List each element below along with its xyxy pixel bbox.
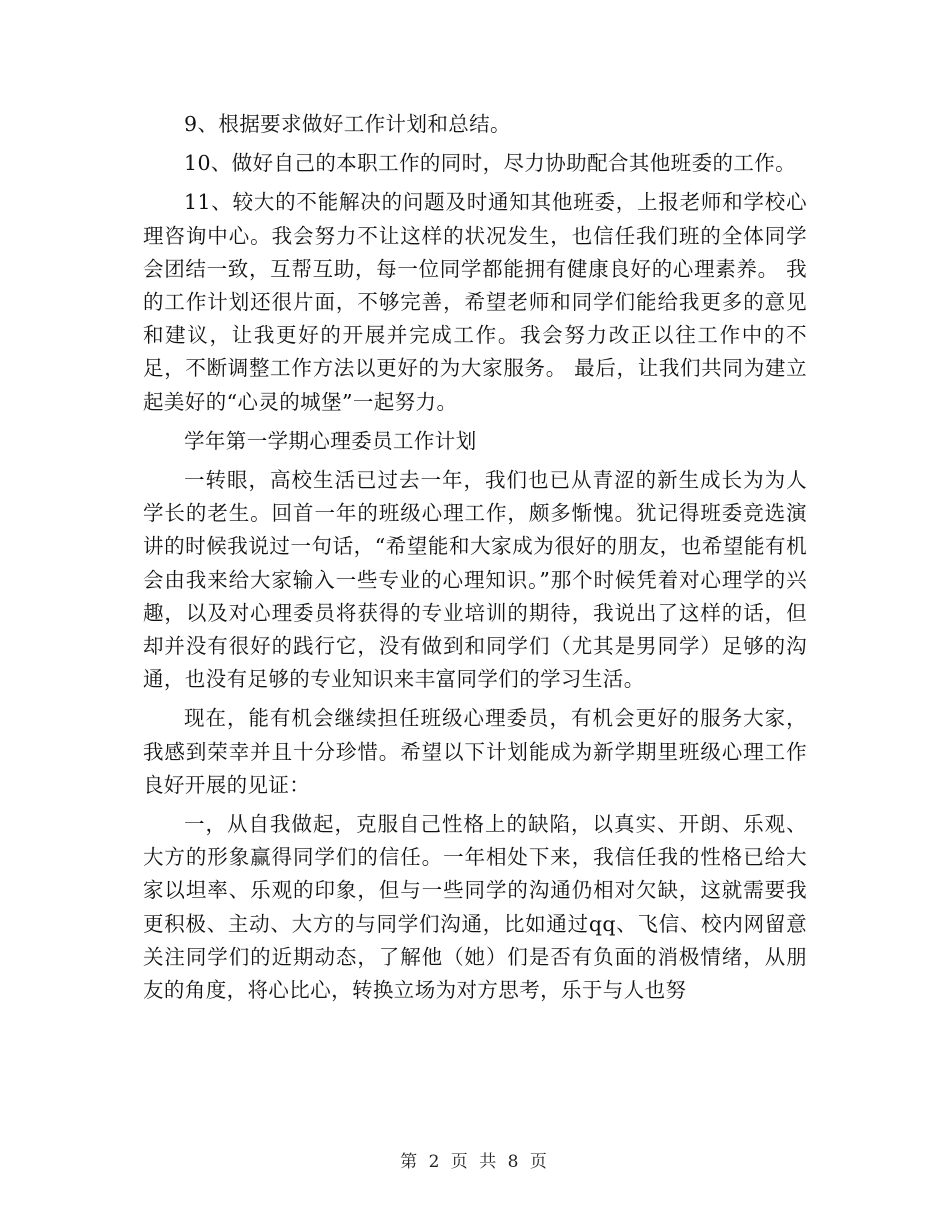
paragraph-item-11: 11、较大的不能解决的问题及时通知其他班委，上报老师和学校心理咨询中心。我会努力不让这样的状况发生，也信任我们班的全体同学会团结一致，互帮互助，每一位同学都能拥有健康良好的心理素养。 我的工作计划还很片面，不够完善，希望老师和同学们能给我更多的意见和建议，让我更好的开展并完成工作。我会努力改正以往工作中的不足，不断调整工作方法以更好的为大家服务。 最后，让我们共同为建立起美好的“心灵的城堡”一起努力。 [143, 190, 807, 414]
paragraph-item-9: 9、根据要求做好工作计划和总结。 [184, 112, 511, 136]
document-body [143, 108, 807, 1007]
footer-total-pages: 8 [507, 1152, 522, 1172]
section-title: 学年第一学期心理委员工作计划 [184, 428, 477, 453]
footer-prefix: 第 [400, 1152, 421, 1172]
page-footer [0, 1147, 950, 1172]
footer-middle: 页 共 [450, 1152, 500, 1172]
paragraph-item-10: 10、做好自己的本职工作的同时，尽力协助配合其他班委的工作。 [184, 151, 797, 176]
footer-page-number: 2 [428, 1152, 443, 1172]
paragraph-intro: 一转眼，高校生活已过去一年，我们也已从青涩的新生成长为为人学长的老生。回首一年的班级心理工作，颇多惭愧。犹记得班委竞选演讲的时候我说过一句话，“希望能和大家成为很好的朋友，也希望能有机会由我来给大家输入一些专业的心理知识。”那个时候凭着对心理学的兴趣，以及对心理委员将获得的专业培训的期待，我说出了这样的话，但却并没有很好的践行它，没有做到和同学们（尤其是男同学）足够的沟通，也没有足够的专业知识来丰富同学们的学习生活。 [143, 468, 807, 692]
footer-suffix: 页 [529, 1152, 550, 1172]
paragraph-plan-one: 一，从自我做起，克服自己性格上的缺陷，以真实、开朗、乐观、大方的形象赢得同学们的信任。一年相处下来，我信任我的性格已给大家以坦率、乐观的印象，但与一些同学的沟通仍相对欠缺，这就需要我更积极、主动、大方的与同学们沟通，比如通过qq、飞信、校内网留意关注同学们的近期动态，了解他（她）们是否有负面的消极情绪，从朋友的角度，将心比心，转换立场为对方思考，乐于与人也努 [143, 812, 807, 1003]
paragraph-now: 现在，能有机会继续担任班级心理委员，有机会更好的服务大家，我感到荣幸并且十分珍惜。希望以下计划能成为新学期里班级心理工作良好开展的见证： [143, 706, 807, 797]
